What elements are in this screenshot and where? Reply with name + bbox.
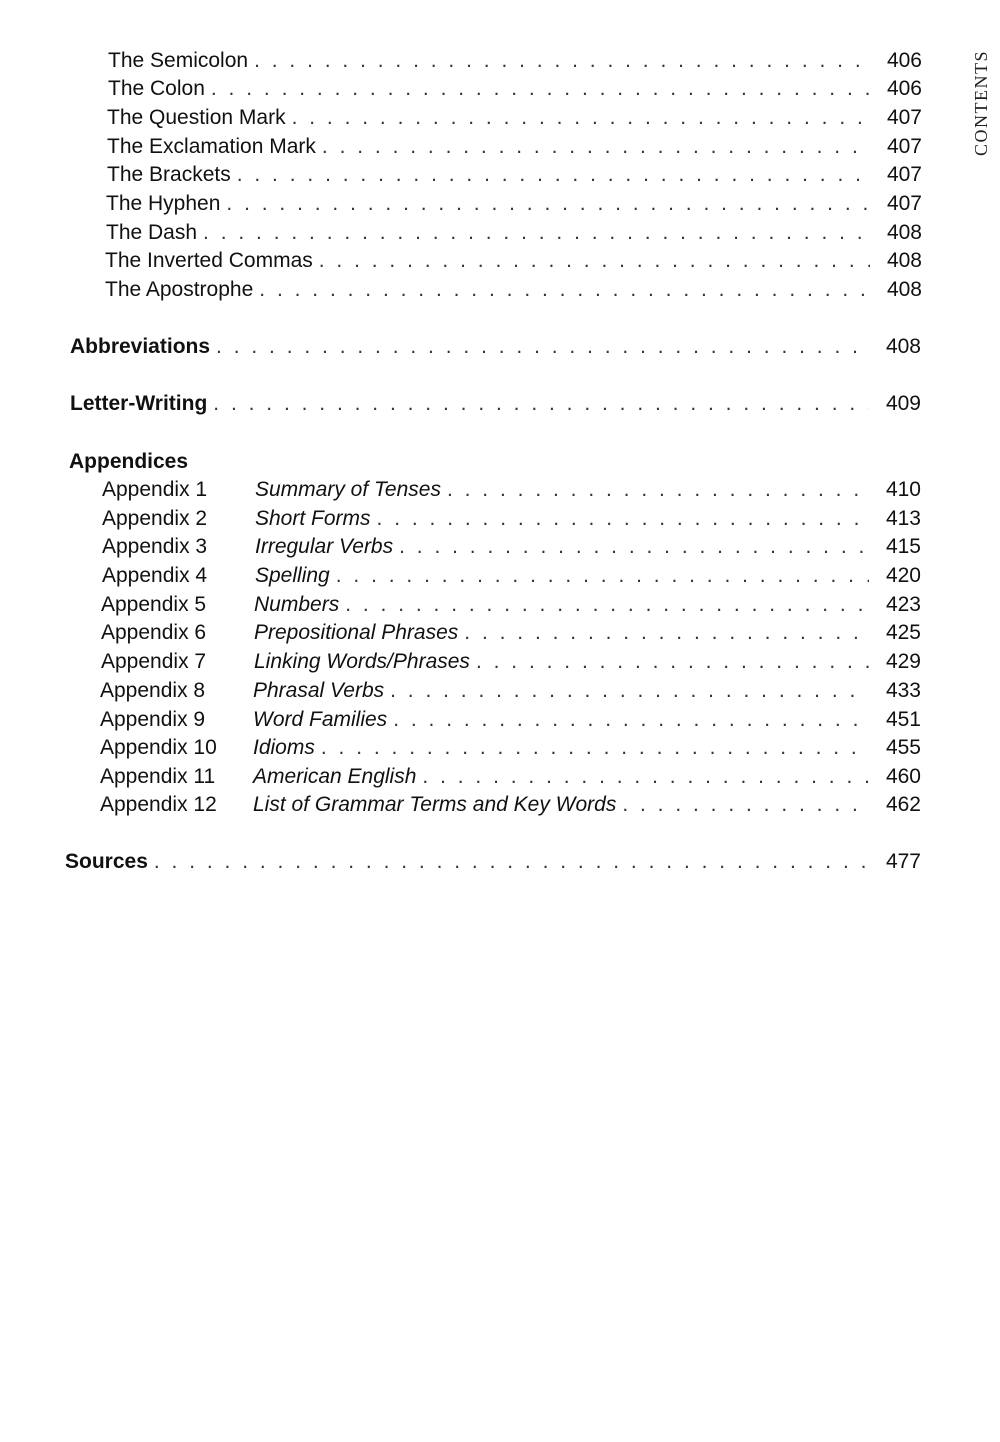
toc-entry-page: 407: [886, 135, 922, 158]
dot-leader: [237, 161, 870, 189]
dot-leader: [213, 390, 869, 418]
dot-leader: [622, 791, 869, 819]
toc-entry-label: The Hyphen: [106, 192, 221, 215]
toc-section-label: Letter-Writing: [70, 392, 208, 415]
toc-entry[interactable]: [107, 133, 922, 161]
toc-section-abbreviations[interactable]: [70, 333, 921, 361]
toc-entry[interactable]: [107, 161, 922, 189]
dot-leader: [216, 333, 869, 361]
dot-leader: [464, 619, 869, 647]
appendix-entry[interactable]: [100, 791, 921, 819]
toc-entry[interactable]: [105, 276, 922, 304]
appendix-page: 460: [885, 765, 921, 788]
appendix-entry[interactable]: [100, 706, 921, 734]
appendix-page: 455: [885, 736, 921, 759]
dot-leader: [322, 133, 870, 161]
toc-entry-page: 406: [886, 49, 922, 72]
appendix-title: Numbers: [254, 593, 340, 616]
toc-entry[interactable]: [106, 219, 922, 247]
appendix-name: Appendix 6: [101, 621, 207, 644]
dot-leader: [447, 476, 869, 504]
contents-side-label: CONTENTS: [971, 50, 991, 156]
toc-section-sources[interactable]: [65, 848, 921, 876]
dot-leader: [321, 734, 869, 762]
appendix-entry[interactable]: [100, 677, 921, 705]
dot-leader: [203, 219, 870, 247]
toc-entry[interactable]: [106, 190, 922, 218]
appendix-name: Appendix 9: [100, 708, 206, 731]
dot-leader: [254, 47, 870, 75]
appendix-page: 420: [885, 564, 921, 587]
appendix-entry[interactable]: [102, 476, 921, 504]
dot-leader: [292, 104, 870, 132]
appendix-title: Short Forms: [255, 507, 371, 530]
appendix-entry[interactable]: [100, 734, 921, 762]
appendix-entry[interactable]: [101, 591, 921, 619]
appendix-title: Linking Words/Phrases: [254, 650, 470, 673]
appendix-name: Appendix 12: [100, 793, 217, 816]
toc-section-label: Sources: [65, 850, 148, 873]
toc-section-letter-writing[interactable]: [70, 390, 921, 418]
toc-entry-label: The Inverted Commas: [105, 249, 313, 272]
toc-entry-page: 406: [886, 77, 922, 100]
appendix-name: Appendix 10: [100, 736, 217, 759]
appendix-name: Appendix 11: [100, 765, 216, 788]
appendix-page: 413: [885, 507, 921, 530]
appendix-title: Idioms: [253, 736, 315, 759]
dot-leader: [211, 75, 870, 103]
toc-entry-page: 407: [886, 192, 922, 215]
dot-leader: [377, 505, 869, 533]
dot-leader: [336, 562, 869, 590]
appendix-page: 415: [885, 535, 921, 558]
toc-entry-label: The Question Mark: [107, 106, 286, 129]
toc-entry-page: 407: [886, 106, 922, 129]
toc-entry-page: 408: [886, 221, 922, 244]
toc-entry[interactable]: [108, 47, 922, 75]
appendix-title: Spelling: [255, 564, 330, 587]
toc-entry-label: The Exclamation Mark: [107, 135, 316, 158]
dot-leader: [393, 706, 869, 734]
dot-leader: [390, 677, 869, 705]
toc-entry[interactable]: [105, 247, 922, 275]
appendix-name: Appendix 2: [102, 507, 208, 530]
toc-entry-label: The Brackets: [107, 163, 231, 186]
toc-entry-page: 408: [886, 249, 922, 272]
appendix-entry[interactable]: [102, 533, 921, 561]
appendix-title: Phrasal Verbs: [253, 679, 385, 702]
dot-leader: [154, 848, 869, 876]
appendix-entry[interactable]: [102, 505, 921, 533]
toc-section-label: Abbreviations: [70, 335, 211, 358]
appendix-page: 429: [885, 650, 921, 673]
appendix-entry[interactable]: [101, 619, 921, 647]
toc-entry-label: The Apostrophe: [105, 278, 254, 301]
appendix-name: Appendix 7: [101, 650, 207, 673]
toc-entry-label: The Colon: [108, 77, 205, 100]
dot-leader: [476, 648, 869, 676]
toc-entry-label: The Dash: [106, 221, 198, 244]
toc-section-page: 477: [885, 850, 921, 873]
dot-leader: [259, 276, 870, 304]
appendix-title: American English: [253, 765, 417, 788]
appendix-name: Appendix 1: [102, 478, 208, 501]
appendices-heading: Appendices: [69, 450, 189, 473]
toc-entry[interactable]: [108, 75, 922, 103]
toc-entry[interactable]: [107, 104, 922, 132]
dot-leader: [226, 190, 870, 218]
dot-leader: [422, 763, 869, 791]
appendix-name: Appendix 5: [101, 593, 207, 616]
appendix-entry[interactable]: [100, 763, 921, 791]
toc-entry-page: 407: [886, 163, 922, 186]
appendix-name: Appendix 3: [102, 535, 208, 558]
toc-entry-page: 408: [886, 278, 922, 301]
appendix-title: List of Grammar Terms and Key Words: [253, 793, 617, 816]
appendix-name: Appendix 4: [102, 564, 208, 587]
appendix-title: Word Families: [253, 708, 388, 731]
appendix-page: 425: [885, 621, 921, 644]
dot-leader: [345, 591, 869, 619]
appendix-entry[interactable]: [101, 648, 921, 676]
appendix-title: Summary of Tenses: [255, 478, 441, 501]
appendix-name: Appendix 8: [100, 679, 206, 702]
appendix-title: Prepositional Phrases: [254, 621, 459, 644]
toc-section-page: 408: [885, 335, 921, 358]
toc-section-page: 409: [885, 392, 921, 415]
dot-leader: [399, 533, 869, 561]
dot-leader: [319, 247, 870, 275]
appendix-page: 410: [885, 478, 921, 501]
toc-entry-label: The Semicolon: [108, 49, 249, 72]
appendix-entry[interactable]: [102, 562, 921, 590]
appendix-title: Irregular Verbs: [255, 535, 394, 558]
appendix-page: 451: [885, 708, 921, 731]
appendix-page: 423: [885, 593, 921, 616]
appendix-page: 462: [885, 793, 921, 816]
appendix-page: 433: [885, 679, 921, 702]
